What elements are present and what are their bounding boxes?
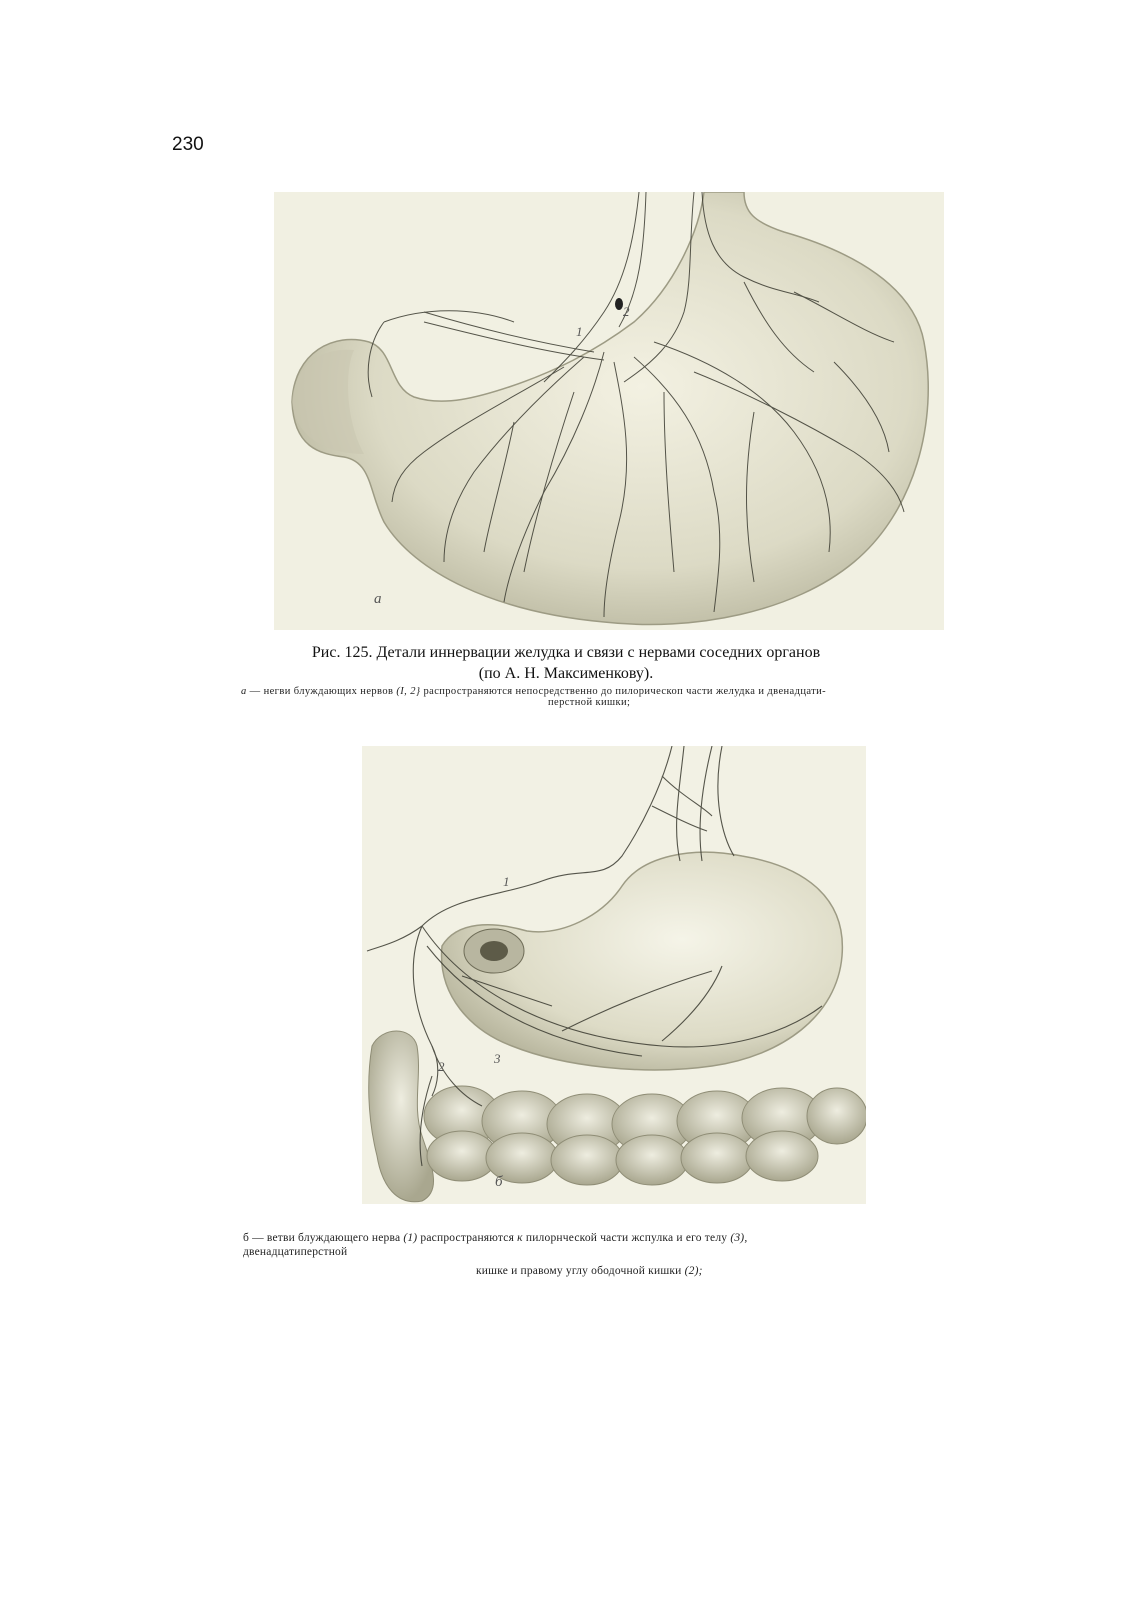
stomach-innervation-drawing [274,192,944,630]
figure-b-label: б [495,1174,503,1190]
caption-b-line1 [243,1232,747,1244]
caption-a-text1: — негви блуждающих нервов [246,686,397,697]
page-number: 230 [172,134,204,155]
figure-caption-title: Рис. 125. Детали иннервации желудка и связи с нервами соседних органов [311,644,821,661]
caption-a-ref: (I, 2} [396,686,421,697]
caption-b-k: к [517,1232,523,1244]
caption-b-ref1: (1) [403,1232,418,1244]
figure-a-marker-1: 1 [576,324,583,339]
caption-b-ref3: (2); [684,1265,703,1277]
figure-b-marker-1: 1 [503,874,510,889]
caption-b-text2: распространяются [417,1232,518,1244]
caption-a-text2: распространяются непосредственно до пилорическоп части желудка и двенадцати- [420,686,827,697]
figure-a-label: а [374,591,382,607]
figure-caption-source: (по А. Н. Максименкову). [478,665,654,682]
figure-a-marker-2: 2 [623,304,630,319]
figure-b-marker-3: 3 [494,1051,501,1066]
figure-b-marker-2: 2 [438,1059,445,1074]
caption-b-line3-text: кишке и правому углу ободочной кишки [476,1265,685,1277]
caption-b-ref2: (3), [730,1232,748,1244]
caption-b-text1: б — ветви блуждающего нерва [243,1232,404,1244]
caption-b-line2: двенадцатиперстной [243,1246,348,1258]
caption-b-text3: пилорнческой части жспулка и его телу [522,1232,731,1244]
caption-b-line3 [476,1265,703,1277]
figure-a-stomach-illustration [274,192,944,630]
caption-a-letter: а [241,686,247,697]
figure-b-stomach-colon-illustration [362,746,866,1204]
stomach-colon-drawing [362,746,866,1204]
caption-a-line2: перстной кишки; [548,697,631,708]
caption-a-line1 [241,686,826,697]
